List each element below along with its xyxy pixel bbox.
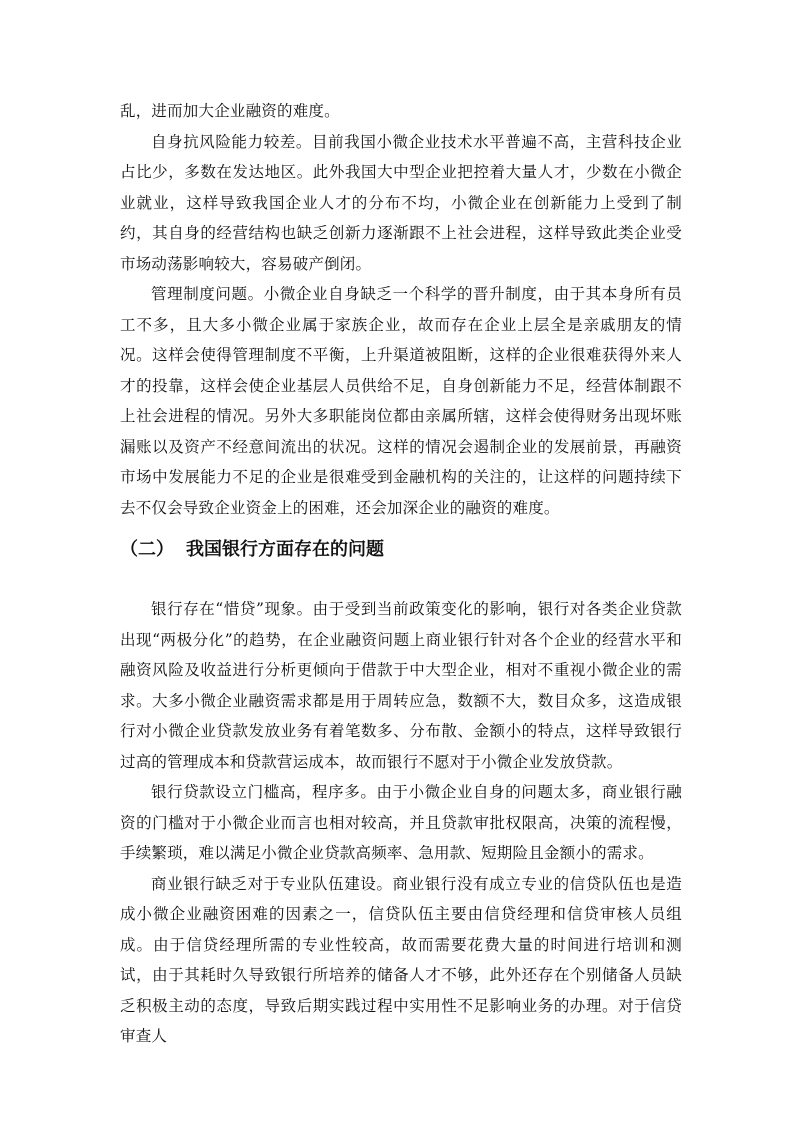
section-title: 我国银行方面存在的问题 [186,539,384,560]
section-body-1 [120,96,682,523]
paragraph-team-building: 商业银行缺乏对于专业队伍建设。商业银行没有成立专业的信贷队伍也是造成小微企业融资困难的因素之一，信贷队伍主要由信贷经理和信贷审核人员组成。由于信贷经理所需的专业性较高，故而需要花费大量的时间进行培训和测试，由于其耗时久导致银行所培养的储备人才不够，此外还存在个别储备人员缺乏积极主动的态度，导致后期实践过程中实用性不足影响业务的办理。对于信贷审查人 [120,874,682,1045]
section-heading [120,534,680,566]
paragraph-continuation: 乱，进而加大企业融资的难度。 [120,102,340,120]
paragraph-reluctant-lending: 银行存在“惜贷”现象。由于受到当前政策变化的影响，银行对各类企业贷款出现“两极分化”的趋势，在企业融资问题上商业银行针对各个企业的经营水平和融资风险及收益进行分析更倾向于借款于中大型企业，相对不重视小微企业的需求。大多小微企业融资需求都是用于周转应急，数额不大，数目众多，这造成银行对小微企业贷款发放业务有着笔数多、分布散、金额小的特点，这样导致银行过高的管理成本和贷款营运成本，故而银行不愿对于小微企业发放贷款。 [120,600,682,771]
paragraph-risk-resistance: 自身抗风险能力较差。目前我国小微企业技术水平普遍不高，主营科技企业占比少，多数在发达地区。此外我国大中型企业把控着大量人才，少数在小微企业就业，这样导致我国企业人才的分布不均，小微企业在创新能力上受到了制约，其自身的经营结构也缺乏创新力逐渐跟不上社会进程，这样导致此类企业受市场动荡影响较大，容易破产倒闭。 [120,132,682,273]
paragraph-high-threshold: 银行贷款设立门槛高，程序多。由于小微企业自身的问题太多，商业银行融资的门槛对于小微企业而言也相对较高，并且贷款审批权限高，决策的流程慢，手续繁琐，难以满足小微企业贷款高频率、急用款、短期险且金额小的需求。 [120,783,682,862]
section-number: （二） [120,539,174,560]
section-body-2 [120,594,682,1052]
paragraph-management-system: 管理制度问题。小微企业自身缺乏一个科学的晋升制度，由于其本身所有员工不多，且大多小微企业属于家族企业，故而存在企业上层全是亲戚朋友的情况。这样会使得管理制度不平衡，上升渠道被阻断，这样的企业很难获得外来人才的投靠，这样会使企业基层人员供给不足，自身创新能力不足，经营体制跟不上社会进程的情况。另外大多职能岗位都由亲属所辖，这样会使得财务出现坏账漏账以及资产不经意间流出的状况。这样的情况会遏制企业的发展前景，再融资市场中发展能力不足的企业是很难受到金融机构的关注的，让这样的问题持续下去不仅会导致企业资金上的困难，还会加深企业的融资的难度。 [120,285,682,517]
